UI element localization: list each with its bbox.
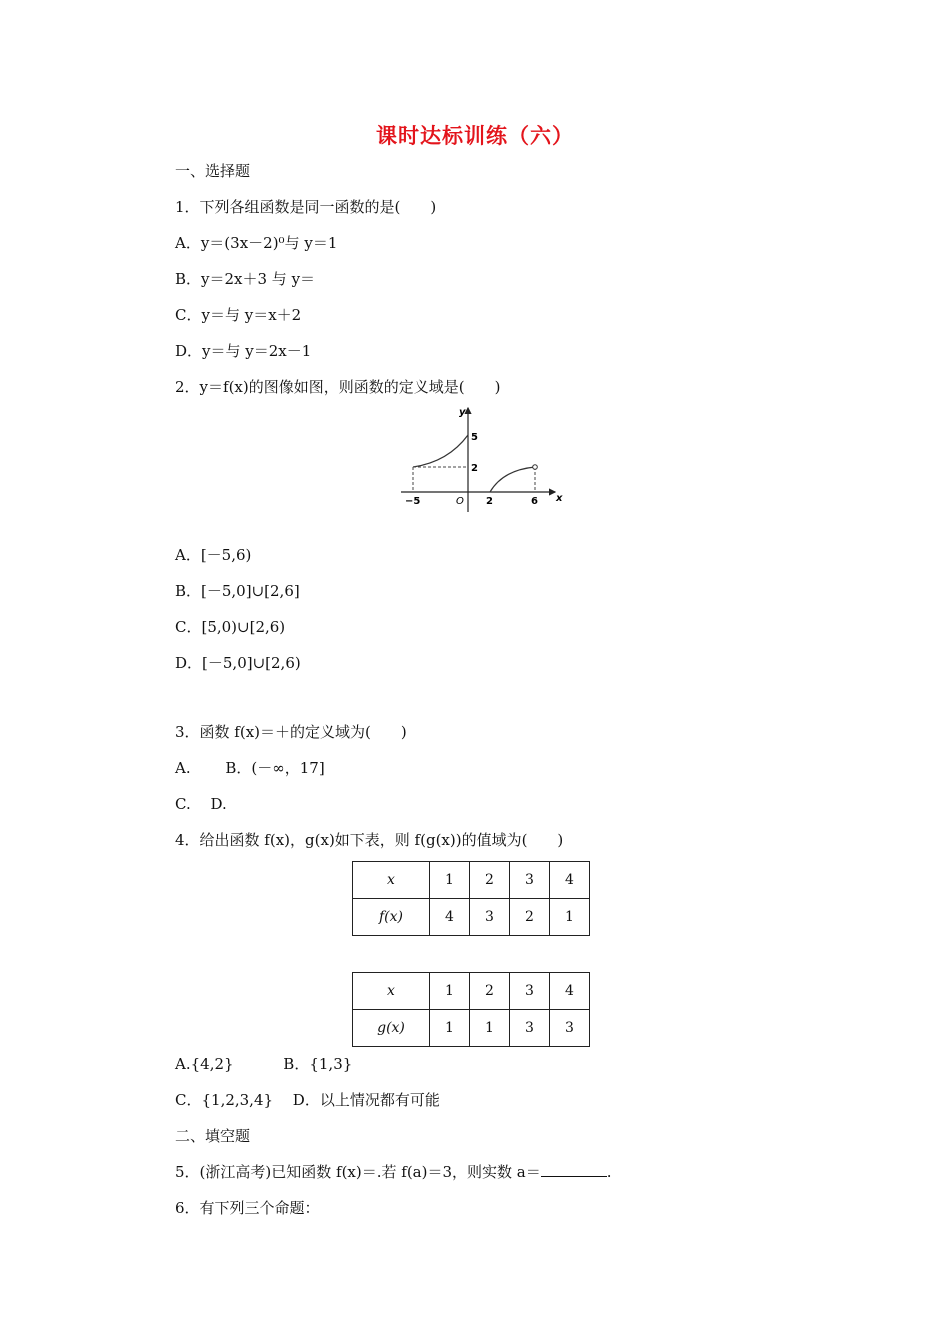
q1-option-a: A．y＝(3x－2)⁰与 y＝1 xyxy=(175,234,338,252)
q2-option-d: D．[－5,0]∪[2,6) xyxy=(175,654,301,672)
answer-blank[interactable] xyxy=(541,1162,607,1177)
table-cell: 2 xyxy=(470,973,510,1010)
q3-options-ab: A. B．(－∞，17] xyxy=(175,759,325,777)
origin-label: O xyxy=(456,496,464,507)
table-g-header: x xyxy=(353,973,430,1010)
q1-option-d: D．y＝与 y＝2x－1 xyxy=(175,342,312,360)
q4-options-ab: A.{4,2} B．{1,3} xyxy=(175,1055,353,1073)
question-3: 3．函数 f(x)＝＋的定义域为( ) xyxy=(175,723,407,741)
question-5 xyxy=(175,1161,612,1182)
table-cell: 2 xyxy=(470,862,510,899)
curve-left-piece xyxy=(413,435,468,467)
section-heading-choice: 一、选择题 xyxy=(175,162,251,180)
question-6: 6．有下列三个命题： xyxy=(175,1199,320,1217)
tick-2: 2 xyxy=(486,496,493,507)
table-cell: 1 xyxy=(430,862,470,899)
table-cell: 1 xyxy=(430,1010,470,1047)
table-row xyxy=(353,973,590,1010)
question-1: 1．下列各组函数是同一函数的是( ) xyxy=(175,198,437,216)
q2-option-b: B．[－5,0]∪[2,6] xyxy=(175,582,300,600)
open-endpoint xyxy=(533,465,538,470)
table-cell: 1 xyxy=(550,899,590,936)
table-row xyxy=(353,862,590,899)
table-cell: 3 xyxy=(510,1010,550,1047)
table-cell: 3 xyxy=(510,862,550,899)
table-cell: 3 xyxy=(550,1010,590,1047)
table-row xyxy=(353,899,590,936)
section-heading-fill: 二、填空题 xyxy=(175,1127,251,1145)
table-cell: 4 xyxy=(550,862,590,899)
table-cell: 4 xyxy=(550,973,590,1010)
table-row xyxy=(353,1010,590,1047)
table-g xyxy=(352,972,590,1047)
table-cell: 4 xyxy=(430,899,470,936)
q2-option-c: C．[5,0)∪[2,6) xyxy=(175,618,286,636)
table-cell: 3 xyxy=(470,899,510,936)
curve-right-piece xyxy=(490,467,535,492)
table-cell: 1 xyxy=(430,973,470,1010)
tick-neg5: −5 xyxy=(405,496,421,507)
function-graph xyxy=(393,404,563,514)
q3-options-cd: C. D. xyxy=(175,795,227,813)
ytick-2: 2 xyxy=(471,463,478,474)
table-cell: 3 xyxy=(510,973,550,1010)
q1-option-c: C．y＝与 y＝x＋2 xyxy=(175,306,302,324)
question-4: 4．给出函数 f(x)，g(x)如下表，则 f(g(x))的值域为( ) xyxy=(175,831,564,849)
q1-option-b: B．y＝2x＋3 与 y＝ xyxy=(175,270,316,288)
tick-6: 6 xyxy=(531,496,538,507)
table-f xyxy=(352,861,590,936)
question-5-text: 5．(浙江高考)已知函数 f(x)＝.若 f(a)＝3，则实数 a＝ xyxy=(175,1163,541,1181)
ytick-5: 5 xyxy=(471,432,478,443)
table-cell: 2 xyxy=(510,899,550,936)
q2-option-a: A．[－5,6) xyxy=(175,546,252,564)
question-5-end: . xyxy=(606,1163,612,1181)
table-f-row-label: f(x) xyxy=(353,899,430,936)
x-axis-label: x xyxy=(556,493,563,504)
table-f-header: x xyxy=(353,862,430,899)
y-axis-label: y xyxy=(459,407,466,418)
table-cell: 1 xyxy=(470,1010,510,1047)
table-g-row-label: g(x) xyxy=(353,1010,430,1047)
page-title: 课时达标训练（六） xyxy=(376,124,574,148)
question-2: 2．y＝f(x)的图像如图，则函数的定义域是( ) xyxy=(175,378,501,396)
q4-options-cd: C．{1,2,3,4} D．以上情况都有可能 xyxy=(175,1091,440,1109)
